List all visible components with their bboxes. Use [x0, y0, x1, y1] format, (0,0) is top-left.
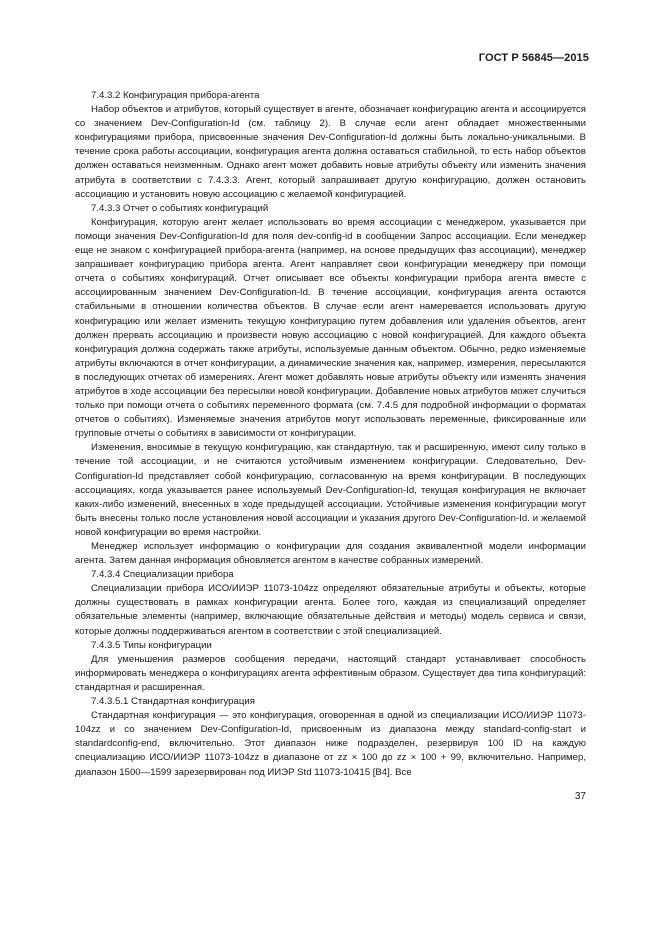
- document-body: [75, 89, 586, 780]
- paragraph: Менеджер использует информацию о конфигурации для создания эквивалентной модели информации агента. Затем данная информация обновляется агентом в качестве собранных измерений.: [75, 541, 586, 567]
- paragraph: Изменения, вносимые в текущую конфигурацию, как стандартную, так и расширенную, имеют силу только в течение той ассоциации, и не считаются устойчивым изменением конфигурации. Следовательно, Dev-Configuration-Id представляет собой конфигурацию, согласованную на время конфигурации. В последующих ассоциациях, когда указывается ранее используемый Dev-Configuration-Id, текущая конфигурация не включает каких-либо изменений, внесенных в ходе предыдущей ассоциации. Устойчивые изменения конфигурации могут быть внесены только после установления новой ассоциации и указания другого Dev-Configuration-Id. и желаемой новой конфигурации во время настройки.: [75, 442, 586, 538]
- section-heading-7-4-3-5: 7.4.3.5 Типы конфигурации: [91, 639, 212, 651]
- page-number: 37: [574, 791, 586, 802]
- paragraph: Стандартная конфигурация — это конфигурация, оговоренная в одной из специализации ИСО/ИИЭР 11073-104zz и со значением Dev-Configuration-Id, присвоенным из диапазона между standard-config-start и standardconfig-end, включительно. Этот диапазон ниже подразделен, резервируя 100 ID на каждую специализацию ИСО/ИИЭР 11073-104zz в диапазоне от zz × 100 до zz × 100 + 99, включительно. Например, диапазон 1500—1599 зарезервирован под ИИЭР Std 11073-10415 [B4]. Все: [75, 710, 586, 778]
- section-heading-7-4-3-4: 7.4.3.4 Специализации прибора: [91, 569, 234, 581]
- paragraph: Специализации прибора ИСО/ИИЭР 11073-104zz определяют обязательные атрибуты и объекты, которые должны существовать в рамках конфигурации агента. Более того, каждая из специализаций определяет обязательные элементы (например, включающие обязательные действия и методы) модель сервиса и связи, которые должны поддерживаться агентом в соответствии с этой специализацией.: [75, 583, 586, 637]
- standard-header: ГОСТ Р 56845—2015: [478, 52, 589, 64]
- paragraph: Для уменьшения размеров сообщения передачи, настоящий стандарт устанавливает способность информировать менеджера о конфигурациях агента эффективным образом. Существует два типа конфигураций: стандартная и расширенная.: [75, 653, 586, 693]
- section-heading-7-4-3-3: 7.4.3.3 Отчет о событиях конфигураций: [91, 202, 269, 214]
- section-heading-7-4-3-2: 7.4.3.2 Конфигурация прибора-агента: [91, 90, 260, 101]
- paragraph: Конфигурация, которую агент желает использовать во время ассоциации с менеджером, указывается при помощи значения Dev-Configuration-Id для поля dev-config-id в сообщении Запрос ассоциации. Если менеджер еще не знаком с конфигурацией прибора-агента (например, на основе предыдущих фаз ассоциации), менеджер запрашивает конфигурацию прибора агента. Агент направляет свои конфигурации менеджеру при помощи отчета о событиях конфигураций. Отчет описывает все объекты конфигурации прибора агента вместе с ассоциированным значением Dev-Configuration-Id. В течение ассоциации, конфигурация агента остаются стабильными в отношении количества объектов. В случае если агент намеревается использовать другую конфигурацию или желает изменить текущую конфигурацию путем добавления или удаления объектов, агент должен прервать ассоциацию и произвести новую ассоциацию с новой конфигурацией. Для каждого объекта конфигурация должна содержать также атрибуты, используемые данным объектом. Обычно, редко изменяемые атрибуты включаются в отчет конфигурации, а динамические значения как, например, измерения, пересылаются в последующих отчетах об измерениях. Агент может добавлять новые атрибуты объекту или изменять значения атрибутов в ходе ассоциации без пересылки новой конфигурации. Добавление новых атрибутов может случиться только при помощи отчета о событиях переменного формата (см. 7.4.5 для подробной информации о форматах отчетов о событиях). Изменяемые значения атрибутов могут использовать переменные, фиксированные или групповые отчеты о событиях в зависимости от конфигурации.: [75, 216, 586, 440]
- section-heading-7-4-3-5-1: 7.4.3.5.1 Стандартная конфигурация: [91, 696, 255, 708]
- paragraph: Набор объектов и атрибутов, который существует в агенте, обозначает конфигурацию агента и ассоциируется со значением Dev-Configuration-Id (см. таблицу 2). В случае если агент обладает множественными конфигурациями прибора, присвоенные значения Dev-Configuration-Id должны быть локально-уникальными. В течение срока работы ассоциации, конфигурация агента должна оставаться стабильной, то есть набор объектов должен оставаться неизменным. Однако агент может добавить новые атрибуты объекту или изменить значения атрибута в соответствии с 7.4.3.3. Агент, который запрашивает другую конфигурацию, должен остановить ассоциацию и установить новую ассоциацию с желаемой конфигурацией.: [75, 104, 586, 200]
